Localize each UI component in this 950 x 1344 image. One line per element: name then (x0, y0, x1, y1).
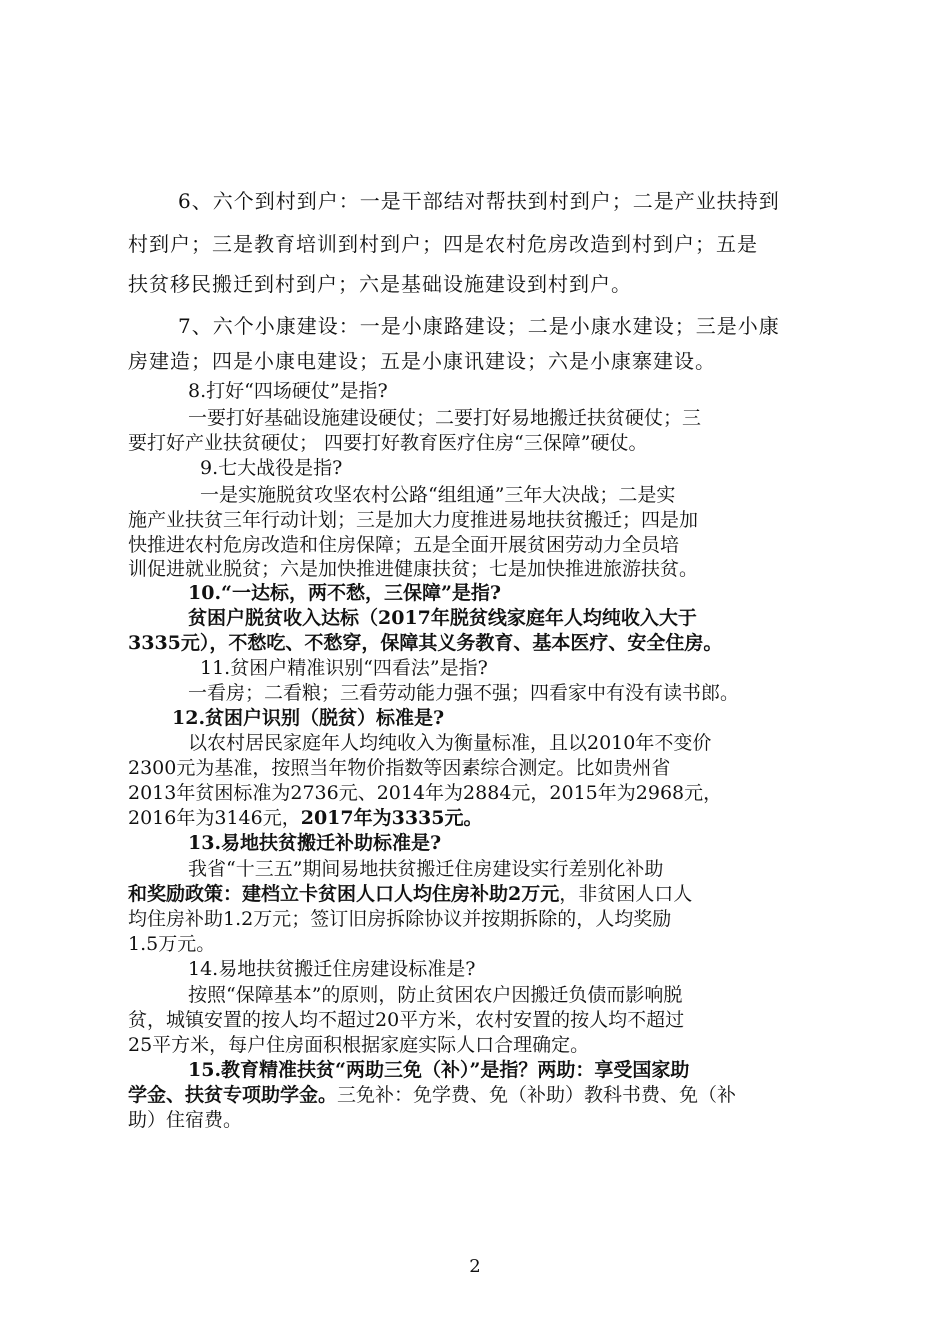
page-number: 2 (469, 1256, 481, 1277)
q14-answer-line-1: 按照“保障基本”的原则，防止贫困农户因搬迁负债而影响脱 (188, 984, 683, 1006)
q8-answer-line-1: 一要打好基础设施建设硬仗；二要打好易地搬迁扶贫硬仗；三 (188, 407, 702, 429)
q13-heading: 13.易地扶贫搬迁补助标准是? (188, 832, 442, 854)
q14-answer-line-2: 贫，城镇安置的按人均不超过20平方米，农村安置的按人均不超过 (128, 1009, 685, 1031)
q13-answer-line-1: 我省“十三五”期间易地扶贫搬迁住房建设实行差别化补助 (188, 858, 664, 880)
q9-answer-line-1: 一是实施脱贫攻坚农村公路“组组通”三年大决战；二是实 (200, 484, 676, 506)
q12-heading: 12.贫困户识别（脱贫）标准是? (172, 707, 445, 729)
q9-answer-line-3: 快推进农村危房改造和住房保障；五是全面开展贫困劳动力全员培 (128, 534, 680, 556)
q15-heading: 15.教育精准扶贫“两助三免（补）”是指？两助：享受国家助 (188, 1059, 690, 1081)
para-6-line-2: 村到户；三是教育培训到村到户；四是农村危房改造到村到户；五是 (128, 232, 758, 256)
q8-answer-line-2: 要打好产业扶贫硬仗； 四要打好教育医疗住房“三保障”硬仗。 (128, 432, 648, 454)
q9-answer-line-4: 训促进就业脱贫；六是加快推进健康扶贫；七是加快推进旅游扶贫。 (128, 558, 699, 580)
q10-heading: 10.“一达标，两不愁，三保障”是指? (188, 582, 502, 604)
q10-answer-line-1: 贫困户脱贫收入达标（2017年脱贫线家庭年人均纯收入大于 (188, 607, 697, 629)
q13-answer-line-4: 1.5万元。 (128, 933, 216, 955)
q9-heading: 9.七大战役是指? (200, 457, 343, 479)
q9-answer-line-2: 施产业扶贫三年行动计划；三是加大力度推进易地扶贫搬迁；四是加 (128, 509, 699, 531)
subsidy-highlight: 建档立卡贫困人口人均住房补助2万元 (242, 883, 560, 905)
para-6-line-1: 6、六个到村到户：一是干部结对帮扶到村到户；二是产业扶持到 (178, 189, 780, 213)
q12-answer-line-3: 2013年贫困标准为2736元、2014年为2884元，2015年为2968元， (128, 782, 723, 804)
standard-2017-highlight: 2017年为3335元。 (300, 807, 483, 829)
q11-answer: 一看房；二看粮；三看劳动能力强不强；四看家中有没有读书郎。 (188, 682, 740, 704)
q13-answer-line-3: 均住房补助1.2万元；签订旧房拆除协议并按期拆除的，人均奖励 (128, 908, 672, 930)
q15-answer-line-1: 学金、扶贫专项助学金。三免补：免学费、免（补助）教科书费、免（补 (128, 1084, 737, 1106)
para-6-line-3: 扶贫移民搬迁到村到户；六是基础设施建设到村到户。 (128, 272, 632, 296)
q12-answer-line-1: 以农村居民家庭年人均纯收入为衡量标准，且以2010年不变价 (188, 732, 712, 754)
para-7-line-1: 7、六个小康建设：一是小康路建设；二是小康水建设；三是小康 (178, 314, 780, 338)
q14-heading: 14.易地扶贫搬迁住房建设标准是? (188, 958, 476, 980)
q15-answer-line-2: 助）住宿费。 (128, 1109, 243, 1131)
q13-answer-line-2: 和奖励政策：建档立卡贫困人口人均住房补助2万元，非贫困人口人 (128, 883, 693, 905)
q10-answer-line-2: 3335元），不愁吃、不愁穿，保障其义务教育、基本医疗、安全住房。 (128, 632, 723, 654)
q11-heading: 11.贫困户精准识别“四看法”是指? (200, 657, 488, 679)
q14-answer-line-3: 25平方米，每户住房面积根据家庭实际人口合理确定。 (128, 1034, 590, 1056)
q8-heading: 8.打好“四场硬仗”是指? (188, 380, 388, 402)
q12-answer-line-2: 2300元为基准，按照当年物价指数等因素综合测定。比如贵州省 (128, 757, 671, 779)
para-7-line-2: 房建造；四是小康电建设；五是小康讯建设；六是小康寨建设。 (128, 349, 716, 373)
q12-answer-line-4: 2016年为3146元，2017年为3335元。 (128, 807, 483, 829)
